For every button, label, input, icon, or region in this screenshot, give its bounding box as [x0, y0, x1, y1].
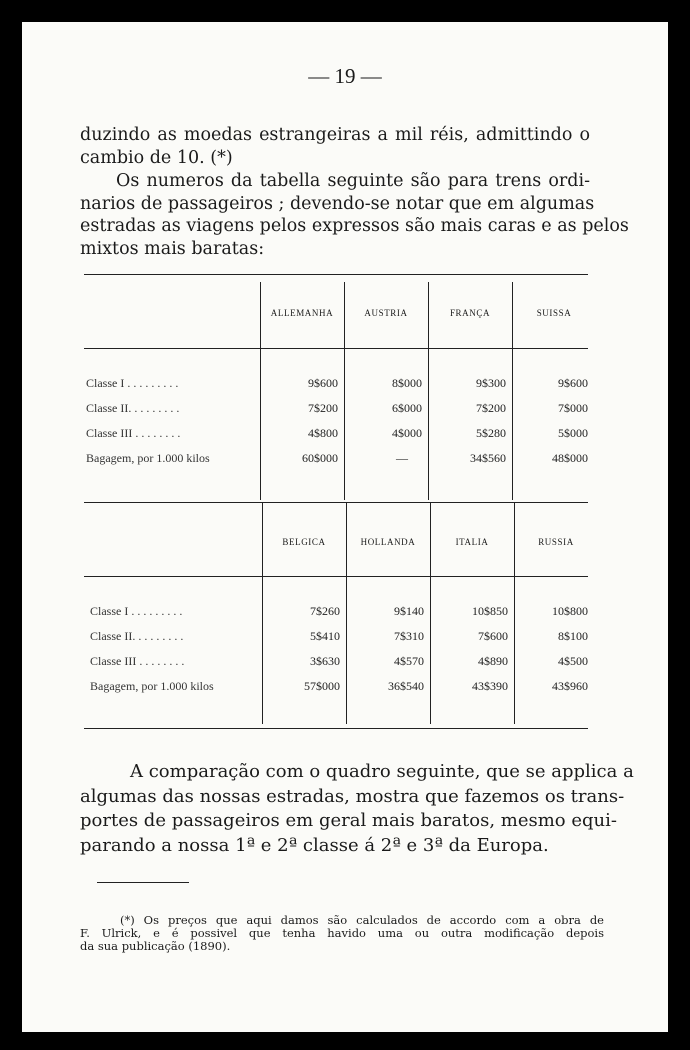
column-header-austria: AUSTRIA — [364, 308, 408, 318]
column-header-hollanda: HOLLANDA — [360, 537, 416, 547]
table-cell: 9$140 — [394, 604, 424, 618]
table-cell: 60$000 — [302, 451, 338, 465]
table-cell: 7$200 — [308, 401, 338, 415]
fare-table-2 — [84, 502, 588, 734]
text-line: parando a nossa 1ª e 2ª classe á 2ª e 3ª da Europa. — [80, 834, 549, 856]
row-label: Classe II. . . . . . . . . — [90, 629, 184, 643]
text-line: A comparação com o quadro seguinte, que se applica a — [130, 761, 634, 782]
intro-paragraph — [80, 124, 590, 169]
table-cell: 36$540 — [388, 679, 424, 693]
table-cell: 7$310 — [394, 629, 424, 643]
footnote-rule — [97, 882, 189, 883]
text-line: portes de passageiros em geral mais baratos, mesmo equi- — [80, 810, 617, 831]
footnote — [80, 914, 604, 953]
table-cell: 4$570 — [394, 654, 424, 668]
column-header-italia: ITALIA — [455, 537, 489, 547]
table-cell: 4$890 — [478, 654, 508, 668]
text-line: F. Ulrick, e é possivel que tenha havido uma ou outra modificação depois — [80, 926, 604, 940]
table-cell: 7$200 — [476, 401, 506, 415]
table-cell: 57$000 — [304, 679, 340, 693]
page-number: — 19 — — [308, 64, 382, 88]
table-cell: 5$410 — [310, 629, 340, 643]
row-label: Classe I . . . . . . . . . — [86, 376, 179, 390]
text-line: Os numeros da tabella seguinte são para trens ordi- — [116, 171, 590, 191]
row-label: Classe III . . . . . . . . — [90, 654, 185, 668]
table-cell: 34$560 — [470, 451, 506, 465]
table-cell: 10$850 — [472, 604, 508, 618]
table-cell: 9$600 — [308, 376, 338, 390]
table-cell: 10$800 — [552, 604, 588, 618]
document-page — [22, 22, 668, 1032]
column-header-russia: RUSSIA — [538, 537, 574, 547]
table-cell: 9$600 — [558, 376, 588, 390]
table-cell: 43$390 — [472, 679, 508, 693]
row-label: Bagagem, por 1.000 kilos — [90, 679, 214, 693]
text-line: estradas as viagens pelos expressos são mais caras e as pelos — [80, 216, 629, 236]
column-header-allemanha: ALLEMANHA — [270, 308, 334, 318]
column-header-belgica: BELGICA — [282, 537, 326, 547]
text-line: da sua publicação (1890). — [80, 939, 231, 953]
text-line: narios de passageiros ; devendo-se notar que em algumas — [80, 193, 595, 214]
fare-table-1 — [84, 274, 588, 506]
paragraph-1 — [80, 170, 629, 260]
text-line: algumas das nossas estradas, mostra que fazemos os trans- — [80, 785, 625, 807]
column-header-suissa: SUISSA — [536, 308, 572, 318]
row-label: Classe III . . . . . . . . — [86, 426, 181, 440]
table-cell: 4$500 — [558, 654, 588, 668]
table-cell: 48$000 — [552, 451, 588, 465]
table-cell: 43$960 — [552, 679, 588, 693]
table-cell: 8$000 — [392, 376, 422, 390]
row-label: Classe II. . . . . . . . . — [86, 401, 180, 415]
table-cell: 6$000 — [392, 401, 422, 415]
column-header-franca: FRANÇA — [449, 308, 491, 318]
table-cell: 3$630 — [310, 654, 340, 668]
text-line: cambio de 10. (*) — [80, 147, 233, 168]
table-cell: 4$800 — [308, 426, 338, 440]
row-label: Bagagem, por 1.000 kilos — [86, 451, 210, 465]
table-cell: — — [396, 451, 408, 465]
text-line: (*) Os preços que aqui damos são calculados de accordo com a obra de — [120, 913, 604, 927]
paragraph-2 — [80, 760, 634, 858]
table-cell: 8$100 — [558, 629, 588, 643]
table-cell: 5$280 — [476, 426, 506, 440]
table-cell: 7$000 — [558, 401, 588, 415]
text-line: duzindo as moedas estrangeiras a mil réis, admittindo o — [80, 125, 590, 145]
row-label: Classe I . . . . . . . . . — [90, 604, 183, 618]
table-cell: 7$260 — [310, 604, 340, 618]
table-cell: 5$000 — [558, 426, 588, 440]
table-cell: 7$600 — [478, 629, 508, 643]
text-line: mixtos mais baratas: — [80, 238, 265, 259]
table-cell: 9$300 — [476, 376, 506, 390]
table-cell: 4$000 — [392, 426, 422, 440]
